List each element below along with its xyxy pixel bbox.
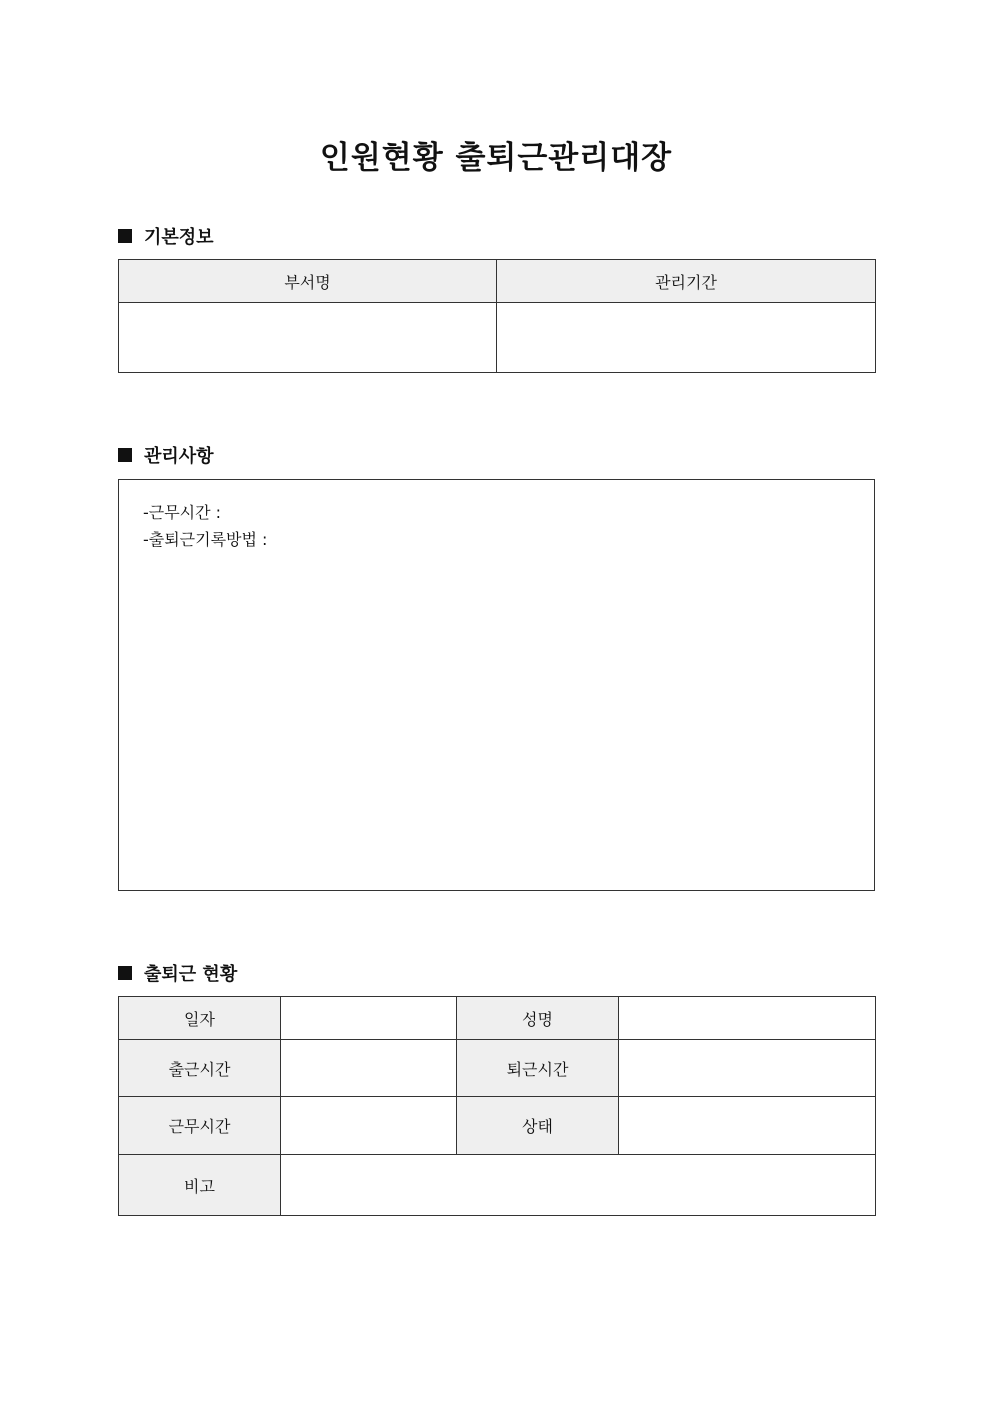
management-period-header: 관리기간 bbox=[497, 260, 876, 303]
date-field[interactable] bbox=[281, 997, 457, 1040]
remarks-field[interactable] bbox=[281, 1155, 876, 1216]
remarks-label: 비고 bbox=[119, 1155, 281, 1216]
management-period-field[interactable] bbox=[497, 303, 876, 373]
check-in-label: 출근시간 bbox=[119, 1040, 281, 1097]
work-hours-field[interactable] bbox=[281, 1097, 457, 1155]
square-bullet-icon bbox=[118, 448, 132, 462]
check-in-field[interactable] bbox=[281, 1040, 457, 1097]
basic-info-table bbox=[118, 259, 876, 373]
check-out-field[interactable] bbox=[619, 1040, 876, 1097]
work-hours-note: -근무시간 : bbox=[143, 503, 222, 522]
department-name-header: 부서명 bbox=[119, 260, 497, 303]
status-label: 상태 bbox=[457, 1097, 619, 1155]
basic-info-heading-label: 기본정보 bbox=[144, 227, 214, 248]
management-heading-label: 관리사항 bbox=[144, 446, 214, 467]
work-hours-label: 근무시간 bbox=[119, 1097, 281, 1155]
basic-info-heading bbox=[118, 223, 214, 249]
status-field[interactable] bbox=[619, 1097, 876, 1155]
management-notes-box[interactable] bbox=[118, 479, 875, 891]
attendance-table bbox=[118, 996, 876, 1216]
department-name-field[interactable] bbox=[119, 303, 497, 373]
attendance-heading bbox=[118, 960, 237, 986]
date-label: 일자 bbox=[119, 997, 281, 1040]
page-title: 인원현황 출퇴근관리대장 bbox=[319, 140, 673, 176]
name-label: 성명 bbox=[457, 997, 619, 1040]
attendance-method-note: -출퇴근기록방법 : bbox=[143, 530, 268, 549]
attendance-heading-label: 출퇴근 현황 bbox=[144, 964, 238, 985]
name-field[interactable] bbox=[619, 997, 876, 1040]
square-bullet-icon bbox=[118, 966, 132, 980]
check-out-label: 퇴근시간 bbox=[457, 1040, 619, 1097]
management-heading bbox=[118, 442, 214, 468]
square-bullet-icon bbox=[118, 229, 132, 243]
